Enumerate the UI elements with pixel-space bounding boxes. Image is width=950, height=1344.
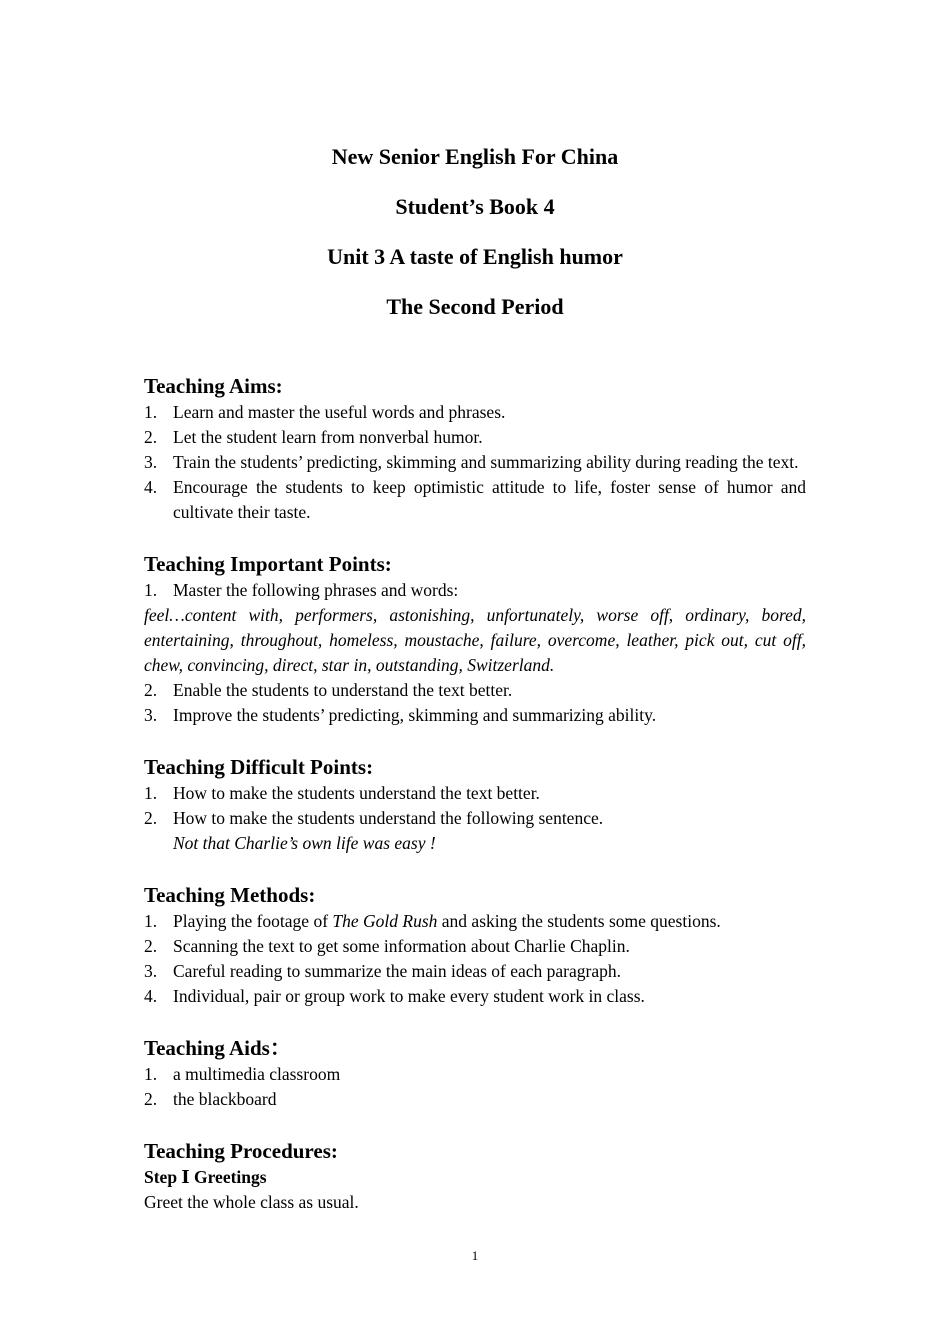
item-number: 3. — [144, 961, 158, 981]
item-number: 1. — [144, 783, 158, 803]
item-number: 3. — [144, 452, 158, 472]
item-text: Learn and master the useful words and phrases. — [173, 402, 506, 422]
list-item — [144, 400, 806, 425]
list-item — [144, 959, 806, 984]
item-number: 2. — [144, 1089, 158, 1109]
item-text: How to make the students understand the following sentence. — [173, 808, 604, 828]
section-heading: Teaching Aids： — [144, 1036, 291, 1060]
list-item — [144, 425, 806, 450]
item-text: Careful reading to summarize the main ideas of each paragraph. — [173, 961, 622, 981]
list-item — [144, 678, 806, 703]
vocabulary-list: feel…content with, performers, astonishing, unfortunately, worse off, ordinary, bored, entertaining, throughout, homeless, moustache, failure, overcome, leather, pick out, cut off, chew, convincing, direct, star in, outstanding, Switzerland. — [144, 605, 806, 675]
list-item — [144, 934, 806, 959]
section-heading: Teaching Difficult Points: — [144, 755, 374, 779]
unit-title: Unit 3 A taste of English humor — [327, 244, 623, 269]
film-title: The Gold Rush — [332, 911, 438, 931]
teaching-procedures-section — [144, 1137, 806, 1215]
step-heading: Step Ⅰ Greetings — [144, 1167, 267, 1187]
item-text: Encourage the students to keep optimistic attitude to life, foster sense of humor and cultivate their taste. — [173, 477, 806, 522]
list-item — [144, 475, 806, 525]
teaching-aids-section — [144, 1034, 806, 1112]
item-number: 2. — [144, 808, 158, 828]
teaching-methods-section — [144, 881, 806, 1009]
item-text: Scanning the text to get some information about Charlie Chaplin. — [173, 936, 630, 956]
item-text-prefix: Playing the footage of — [173, 911, 333, 931]
item-text: Let the student learn from nonverbal humor. — [173, 427, 483, 447]
step-text: Greet the whole class as usual. — [144, 1192, 359, 1212]
list-item — [144, 806, 806, 831]
item-text: Master the following phrases and words: — [173, 580, 459, 600]
section-heading: Teaching Aims: — [144, 374, 283, 398]
section-heading: Teaching Methods: — [144, 883, 316, 907]
item-text: How to make the students understand the text better. — [173, 783, 540, 803]
item-number: 1. — [144, 911, 158, 931]
item-text: Improve the students’ predicting, skimming and summarizing ability. — [173, 705, 657, 725]
teaching-important-points-section — [144, 550, 806, 728]
list-item — [144, 1062, 806, 1087]
item-text: Enable the students to understand the text better. — [173, 680, 513, 700]
list-item — [144, 984, 806, 1009]
title-block — [0, 132, 950, 332]
list-item — [144, 578, 806, 603]
teaching-difficult-points-section — [144, 753, 806, 856]
item-number: 1. — [144, 402, 158, 422]
lesson-plan-body — [144, 372, 806, 1240]
list-item — [144, 703, 806, 728]
item-number: 3. — [144, 705, 158, 725]
item-number: 1. — [144, 580, 158, 600]
item-number: 2. — [144, 680, 158, 700]
course-title: New Senior English For China — [331, 144, 619, 169]
item-text: a multimedia classroom — [173, 1064, 341, 1084]
book-title: Student’s Book 4 — [395, 194, 555, 219]
section-heading: Teaching Procedures: — [144, 1139, 338, 1163]
list-item — [144, 450, 806, 475]
item-number: 1. — [144, 1064, 158, 1084]
item-text-suffix: and asking the students some questions. — [437, 911, 721, 931]
list-item — [144, 781, 806, 806]
item-text: the blackboard — [173, 1089, 277, 1109]
page-number: 1 — [471, 1248, 479, 1263]
item-number: 4. — [144, 986, 158, 1006]
period-title: The Second Period — [386, 294, 564, 319]
section-heading: Teaching Important Points: — [144, 552, 392, 576]
item-text: Train the students’ predicting, skimming and summarizing ability during reading the text. — [173, 452, 799, 472]
list-item — [144, 909, 806, 934]
item-number: 4. — [144, 477, 158, 497]
list-item — [144, 1087, 806, 1112]
teaching-aims-section — [144, 372, 806, 525]
item-number: 2. — [144, 936, 158, 956]
item-text: Individual, pair or group work to make every student work in class. — [173, 986, 645, 1006]
example-sentence: Not that Charlie’s own life was easy ! — [173, 833, 436, 853]
item-number: 2. — [144, 427, 158, 447]
